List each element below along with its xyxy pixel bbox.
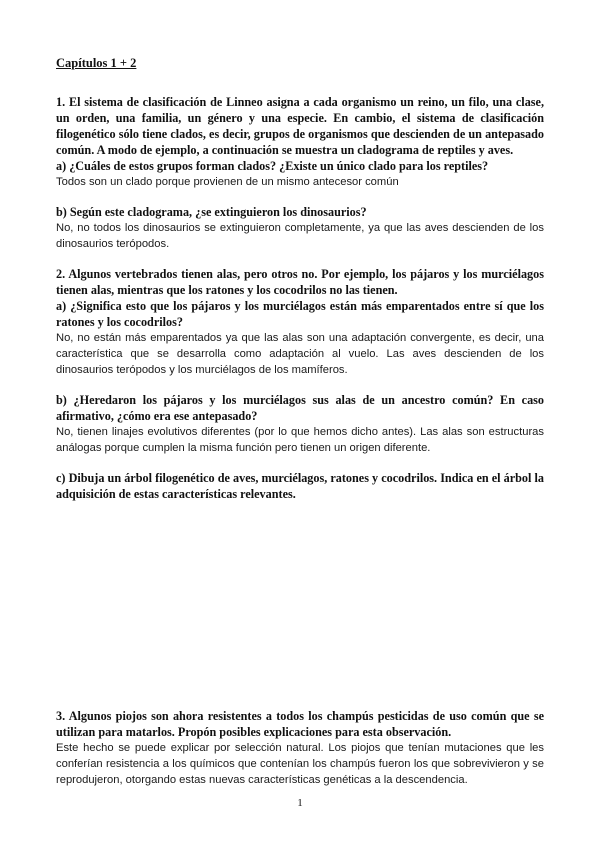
page-number: 1 [297, 797, 303, 809]
question-1-intro: 1. El sistema de clasificación de Linneo asigna a cada organismo un reino, un filo, una clase, un orden, una familia, un género y una especie. En cambio, el sistema de clasificación filogenético sólo tiene clados, es decir, grupos de organismos que descienden de un antepasado común. A modo de ejemplo, a continuación se muestra un cladograma de reptiles y aves. [56, 95, 544, 157]
answer-3: Este hecho se puede explicar por selección natural. Los piojos que tenían mutaciones que les conferían resistencia a los químicos que contenían los champús fueron los que sobrevivieron y se reprodujeron, otorgando estas nuevas características genéticas a la descendencia. [56, 742, 544, 786]
spacer [56, 456, 544, 470]
drawing-area [56, 502, 544, 708]
document-page [56, 56, 544, 788]
chapter-heading: Capítulos 1 + 2 [56, 56, 137, 70]
question-1a: a) ¿Cuáles de estos grupos forman clados? ¿Existe un único clado para los reptiles? [56, 159, 489, 173]
spacer [56, 378, 544, 392]
question-2a: a) ¿Significa esto que los pájaros y los murciélagos están más emparentados entre sí que los ratones y los cocodrilos? [56, 299, 544, 329]
question-2c: c) Dibuja un árbol filogenético de aves, murciélagos, ratones y cocodrilos. Indica en el árbol la adquisición de estas características relevantes. [56, 471, 544, 501]
answer-2b: No, tienen linajes evolutivos diferentes (por lo que hemos dicho antes). Las alas son estructuras análogas porque cumplen la misma función pero tienen un origen diferente. [56, 426, 544, 454]
question-3-intro: 3. Algunos piojos son ahora resistentes a todos los champús pesticidas de uso común que se utilizan para matarlos. Propón posibles explicaciones para esta observación. [56, 709, 544, 739]
question-2b: b) ¿Heredaron los pájaros y los murciélagos sus alas de un ancestro común? En caso afirmativo, ¿cómo era ese antepasado? [56, 393, 544, 423]
answer-2a: No, no están más emparentados ya que las alas son una adaptación convergente, es decir, una característica que se desarrolla como adaptación al vuelo. Las aves descienden de los dinosaurios terópodos y los murciélagos de los mamíferos. [56, 332, 544, 376]
spacer [56, 190, 544, 204]
answer-1a: Todos son un clado porque provienen de un mismo antecesor común [56, 176, 399, 188]
answer-1b: No, no todos los dinosaurios se extinguieron completamente, ya que las aves descienden de los dinosaurios terópodos. [56, 222, 544, 250]
question-2-intro: 2. Algunos vertebrados tienen alas, pero otros no. Por ejemplo, los pájaros y los murciélagos tienen alas, mientras que los ratones y los cocodrilos no las tienen. [56, 267, 544, 297]
spacer [56, 252, 544, 266]
question-1b: b) Según este cladograma, ¿se extinguieron los dinosaurios? [56, 205, 367, 219]
